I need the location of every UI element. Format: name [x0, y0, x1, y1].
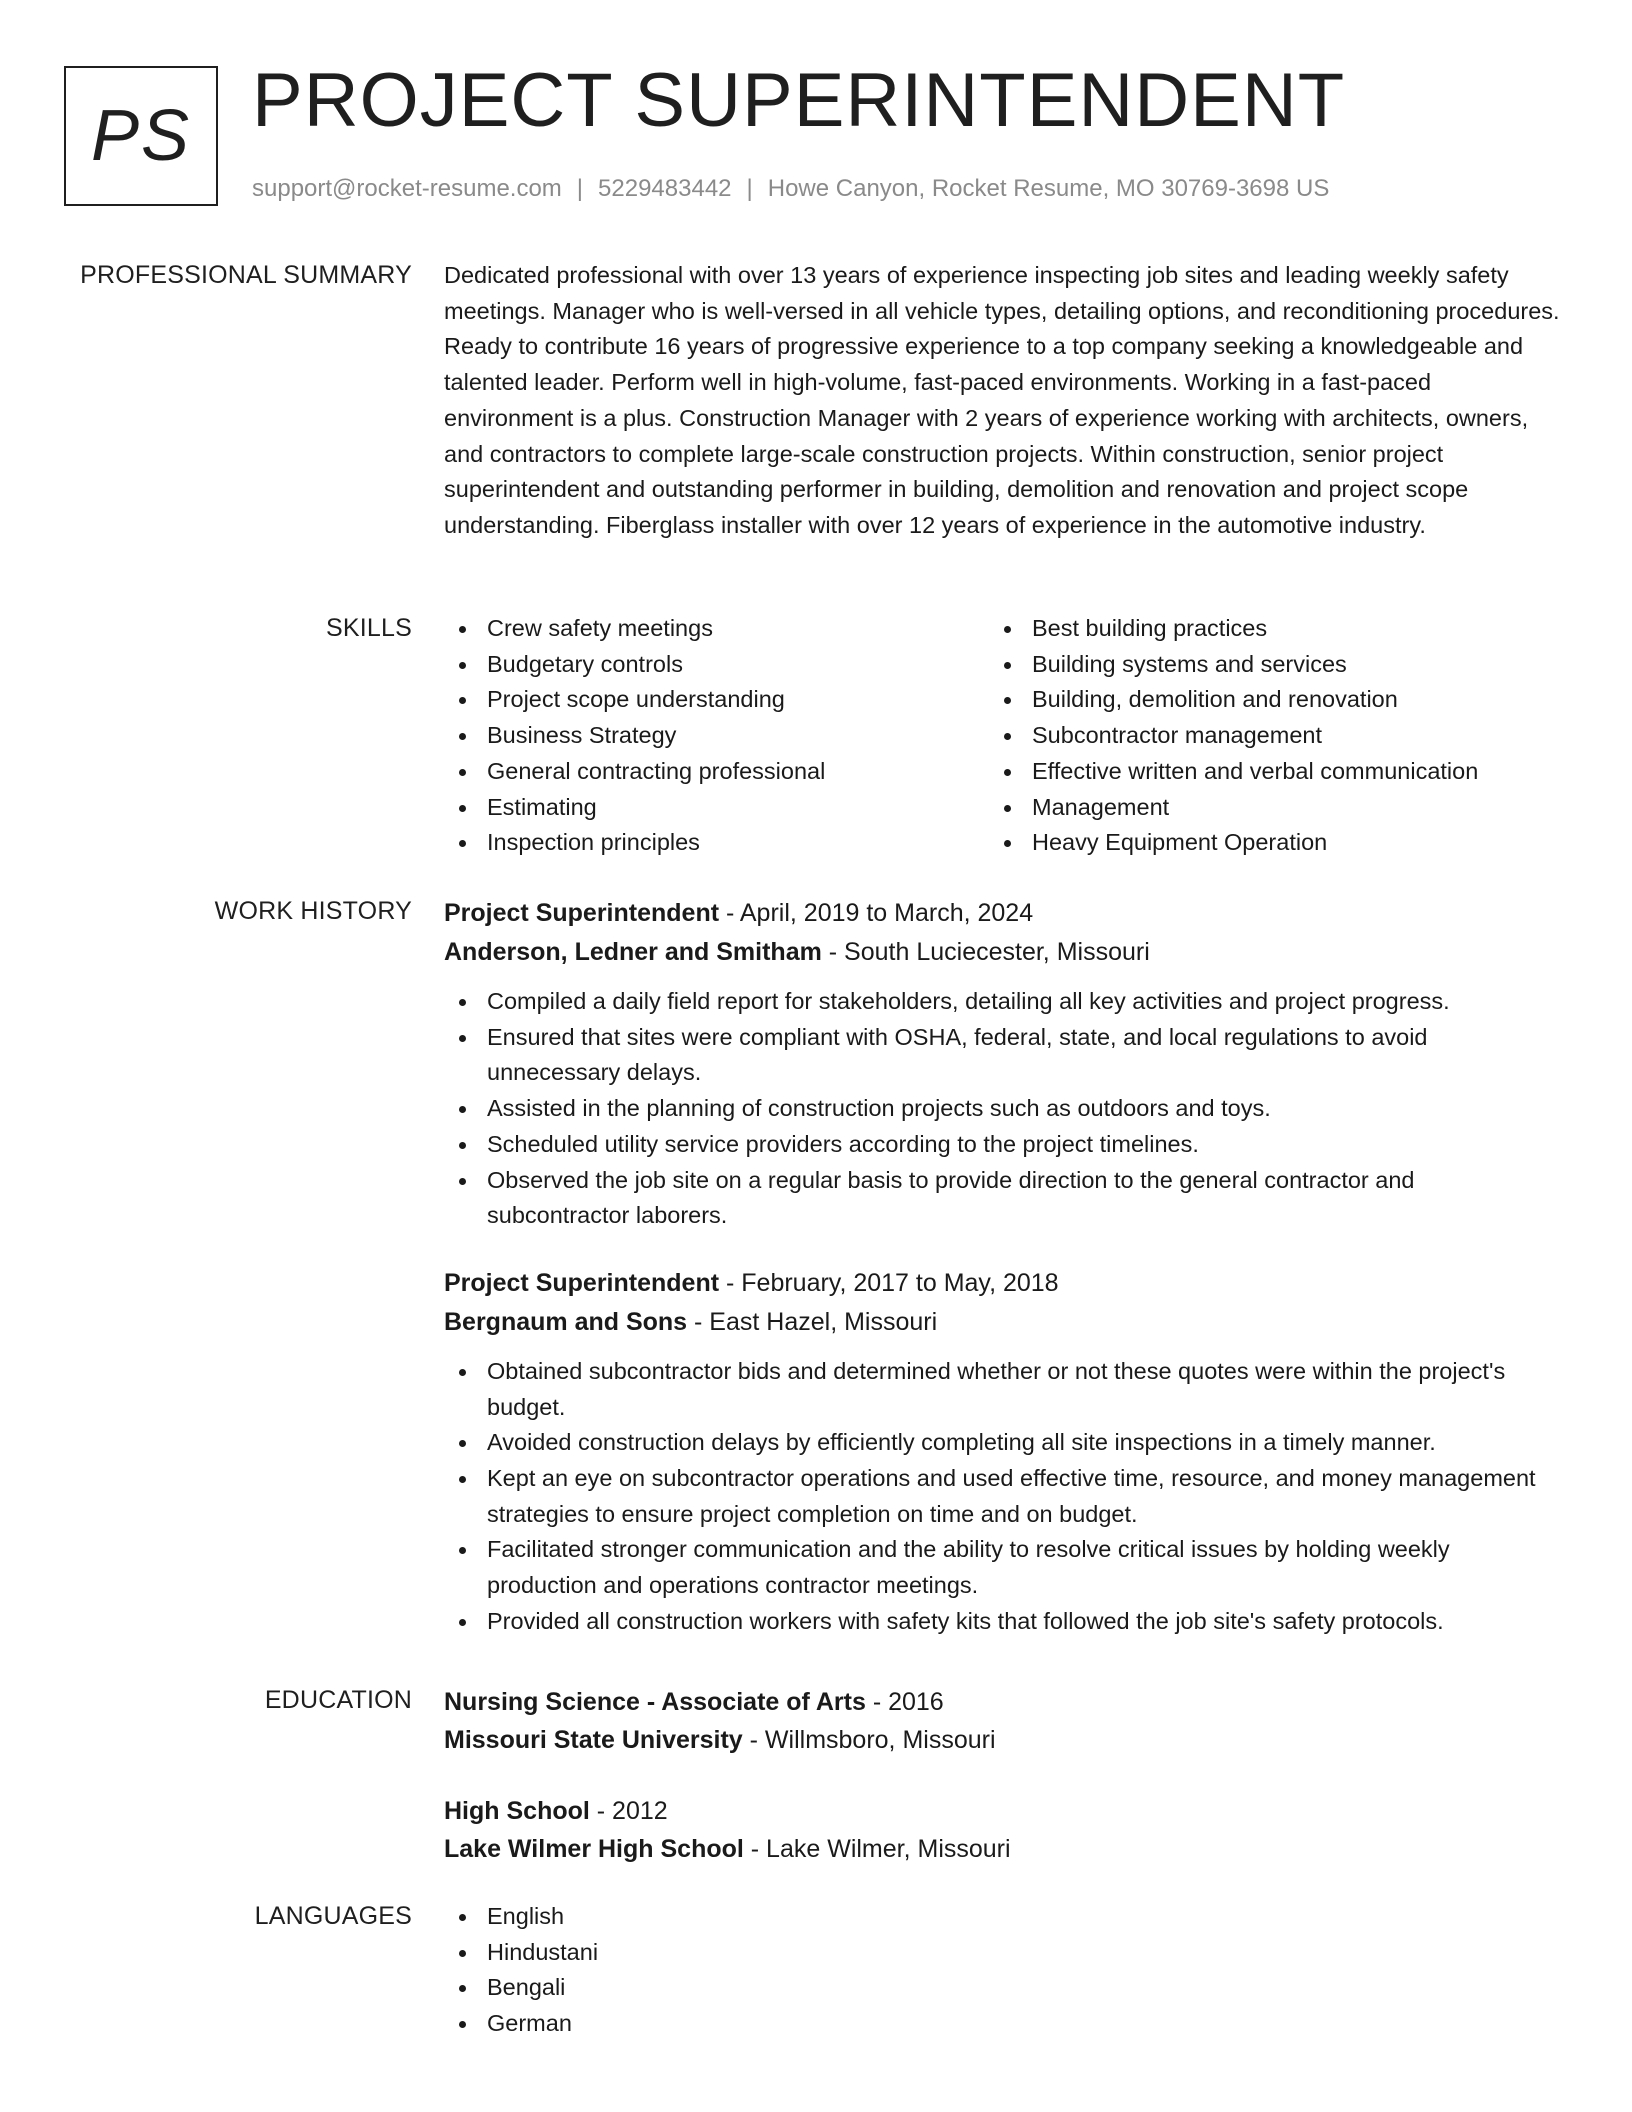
degree-year: - 2016 [865, 1688, 944, 1716]
section-heading: WORK HISTORY [214, 897, 412, 925]
job-bullet-list [444, 1354, 1560, 1640]
school-location: - Willmsboro, Missouri [742, 1726, 996, 1754]
section-heading: LANGUAGES [254, 1902, 412, 1930]
contact-address: Howe Canyon, Rocket Resume, MO 30769-3698 US [767, 175, 1330, 202]
list-item: Project scope understanding [444, 682, 989, 718]
job-company-line [444, 933, 1560, 972]
job-title-line [444, 1264, 1560, 1303]
list-item: Heavy Equipment Operation [989, 825, 1534, 861]
skills-right-list [989, 611, 1534, 861]
job-location: - East Hazel, Missouri [687, 1307, 938, 1336]
list-item: Building, demolition and renovation [989, 682, 1534, 718]
degree-name: High School [444, 1797, 590, 1825]
school-name: Missouri State University [444, 1726, 743, 1754]
list-item: Facilitated stronger communication and the ability to resolve critical issues by holding weekly production and operations contractor meetings. [444, 1532, 1560, 1603]
list-item: Bengali [444, 1970, 1560, 2006]
job-entry [444, 894, 1560, 1234]
list-item: Provided all construction workers with safety kits that followed the job site's safety protocols. [444, 1604, 1560, 1640]
skills-left-list [444, 611, 989, 861]
job-title: Project Superintendent [444, 899, 720, 927]
languages-list [444, 1899, 1560, 2042]
list-item: Assisted in the planning of construction projects such as outdoors and toys. [444, 1091, 1560, 1127]
list-item: English [444, 1899, 1560, 1935]
list-item: Estimating [444, 790, 989, 826]
job-company-line [444, 1303, 1560, 1342]
degree-name: Nursing Science - Associate of Arts [444, 1688, 866, 1716]
summary-body [444, 258, 1560, 544]
languages-body [444, 1899, 1560, 2042]
summary-text: Dedicated professional with over 13 years of experience inspecting job sites and leading weekly safety meetings. Manager who is well-versed in all vehicle types, detailing options, and reconditioning procedures. Ready to contribute 16 years of progressive experience to a top company seeking a knowledgeable and talented leader. Perform well in high-volume, fast-paced environments. Working in a fast-paced environment is a plus. Construction Manager with 2 years of experience working with architects, owners, and contractors to complete large-scale construction projects. Within construction, senior project superintendent and outstanding performer in building, demolition and renovation and project scope understanding. Fiberglass installer with over 12 years of experience in the automotive industry. [444, 262, 1560, 538]
degree-line [444, 1792, 1560, 1830]
list-item: Compiled a daily field report for stakeholders, detailing all key activities and project progress. [444, 984, 1560, 1020]
monogram-logo: PS [64, 66, 218, 206]
job-title: Project Superintendent [444, 1268, 720, 1297]
education-entry [444, 1792, 1560, 1868]
list-item: Observed the job site on a regular basis to provide direction to the general contractor and subcontractor laborers. [444, 1163, 1560, 1234]
school-line [444, 1721, 1560, 1759]
list-item: Subcontractor management [989, 718, 1534, 754]
job-company: Anderson, Ledner and Smitham [444, 938, 822, 966]
contact-phone[interactable]: 5229483442 [598, 175, 732, 202]
list-item: Building systems and services [989, 647, 1534, 683]
list-item: Avoided construction delays by efficiently completing all site inspections in a timely manner. [444, 1425, 1560, 1461]
job-dates: - February, 2017 to May, 2018 [719, 1268, 1059, 1297]
list-item: Scheduled utility service providers according to the project timelines. [444, 1127, 1560, 1163]
list-item: Hindustani [444, 1935, 1560, 1971]
school-line [444, 1830, 1560, 1868]
list-item: General contracting professional [444, 754, 989, 790]
list-item: Management [989, 790, 1534, 826]
list-item: German [444, 2006, 1560, 2042]
contact-separator: | [576, 175, 584, 202]
skills-grid [444, 611, 1560, 861]
job-location: - South Luciecester, Missouri [821, 938, 1150, 966]
list-item: Crew safety meetings [444, 611, 989, 647]
job-title-line [444, 894, 1560, 933]
section-heading: EDUCATION [264, 1686, 412, 1714]
contact-line [252, 172, 1329, 206]
list-item: Budgetary controls [444, 647, 989, 683]
school-location: - Lake Wilmer, Missouri [743, 1835, 1011, 1863]
education-entry [444, 1683, 1560, 1759]
degree-line [444, 1683, 1560, 1721]
page-title: PROJECT SUPERINTENDENT [252, 58, 1346, 143]
job-dates: - April, 2019 to March, 2024 [719, 899, 1034, 927]
job-bullet-list [444, 984, 1560, 1234]
school-name: Lake Wilmer High School [444, 1835, 744, 1863]
section-heading: SKILLS [326, 614, 412, 642]
list-item: Inspection principles [444, 825, 989, 861]
work-history-body [444, 894, 1560, 1640]
education-body [444, 1683, 1560, 1868]
job-entry [444, 1264, 1560, 1640]
list-item: Kept an eye on subcontractor operations and used effective time, resource, and money management strategies to ensure project completion on time and on budget. [444, 1461, 1560, 1532]
list-item: Obtained subcontractor bids and determined whether or not these quotes were within the project's budget. [444, 1354, 1560, 1425]
contact-email[interactable]: support@rocket-resume.com [252, 175, 562, 202]
list-item: Best building practices [989, 611, 1534, 647]
degree-year: - 2012 [589, 1797, 668, 1825]
list-item: Business Strategy [444, 718, 989, 754]
section-heading: PROFESSIONAL SUMMARY [80, 261, 412, 289]
contact-separator: | [746, 175, 753, 202]
list-item: Effective written and verbal communication [989, 754, 1534, 790]
job-company: Bergnaum and Sons [444, 1307, 688, 1336]
list-item: Ensured that sites were compliant with OSHA, federal, state, and local regulations to avoid unnecessary delays. [444, 1020, 1560, 1091]
